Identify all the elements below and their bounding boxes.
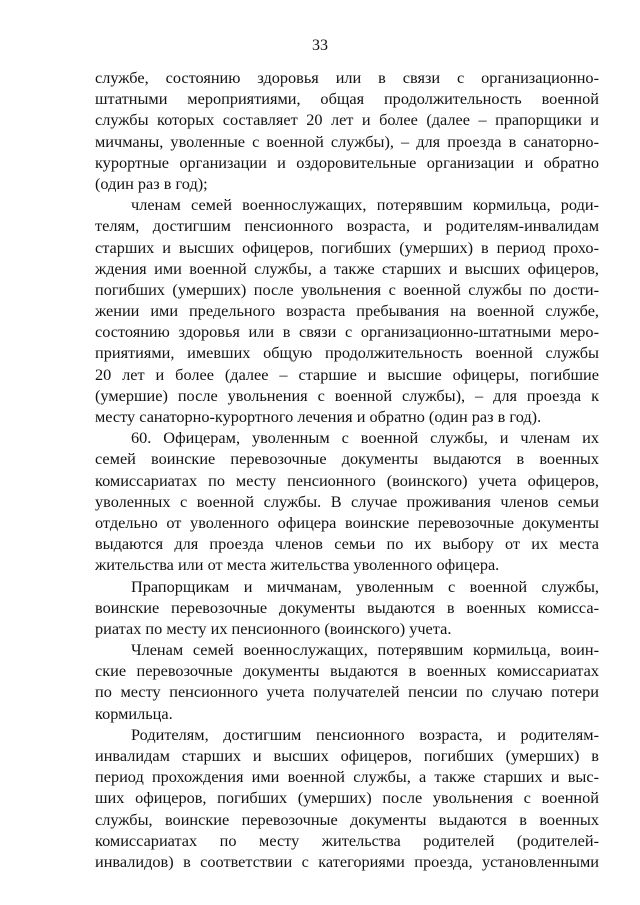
text-line: состоянию здоровья или в связи с организационно-штатными меро-	[95, 322, 599, 342]
paragraph	[95, 639, 599, 724]
paragraph	[95, 67, 599, 194]
document-body	[95, 67, 599, 872]
text-line: членам семей военнослужащих, потерявшим кормильца, роди-	[131, 195, 599, 215]
text-line: по месту пенсионного учета получателей пенсии по случаю потери	[95, 682, 599, 702]
text-line: комиссариатах по месту жительства родителей (родителей-	[95, 830, 599, 850]
text-line: период прохождения ими военной службы, а также старших и выс-	[95, 767, 599, 787]
text-line: ших офицеров, погибших (умерших) после увольнения с военной	[95, 788, 599, 808]
paragraph	[95, 724, 599, 872]
text-line: инвалидов) в соответствии с категориями проезда, установленными	[95, 851, 599, 871]
text-line: кормильца.	[95, 703, 173, 723]
text-line: мичманы, уволенные с военной службы), – для проезда в санаторно-	[95, 131, 599, 151]
text-line: 60. Офицерам, уволенным с военной службы, и членам их	[131, 428, 599, 448]
text-line: службы которых составляет 20 лет и более (далее – прапорщики и	[95, 110, 599, 130]
text-line: старших и высших офицеров, погибших (умерших) в период прохо-	[95, 237, 599, 257]
text-line: ждения ими военной службы, а также старших и высших офицеров,	[95, 258, 599, 278]
text-line: (один раз в год);	[95, 173, 208, 193]
text-line: курортные организации и оздоровительные организации и обратно	[95, 152, 599, 172]
paragraph	[95, 194, 599, 427]
text-line: Прапорщикам и мичманам, уволенным с военной службы,	[131, 576, 599, 596]
text-line: службы, воинские перевозочные документы выдаются в военных	[95, 809, 599, 829]
text-line: месту санаторно-курортного лечения и обратно (один раз в год).	[95, 407, 542, 426]
text-line: комиссариатах по месту пенсионного (воинского) учета офицеров,	[95, 470, 599, 490]
text-line: жении ими предельного возраста пребывания на военной службе,	[95, 301, 599, 321]
text-line: инвалидам старших и высших офицеров, погибших (умерших) в	[95, 746, 599, 765]
text-line: Членам семей военнослужащих, потерявшим кормильца, воин-	[131, 640, 599, 660]
text-line: приятиями, имевших общую продолжительность военной службы	[95, 343, 599, 363]
text-line: ские перевозочные документы выдаются в военных комиссариатах	[95, 661, 599, 681]
text-line: семей воинские перевозочные документы выдаются в военных	[95, 449, 599, 469]
text-line: телям, достигшим пенсионного возраста, и родителям-инвалидам	[95, 216, 599, 236]
text-line: уволенных с военной службы. В случае проживания членов семьи	[95, 491, 599, 511]
text-line: погибших (умерших) после увольнения с военной службы по дости-	[95, 279, 599, 299]
paragraph	[95, 576, 599, 640]
page-number: 33	[312, 37, 328, 54]
text-line: Родителям, достигшим пенсионного возраста, и родителям-	[131, 724, 599, 744]
text-line: риатах по месту их пенсионного (воинского) учета.	[95, 618, 452, 638]
text-line: штатными мероприятиями, общая продолжительность военной	[95, 89, 599, 109]
text-line: выдаются для проезда членов семьи по их выбору от их места	[95, 534, 599, 554]
text-line: жительства или от места жительства уволенного офицера.	[95, 555, 500, 575]
text-line: (умершие) после увольнения с военной службы), – для проезда к	[95, 385, 599, 405]
text-line: воинские перевозочные документы выдаются в военных комисса-	[95, 597, 599, 617]
paragraph	[95, 427, 599, 575]
text-line: службе, состоянию здоровья или в связи с организационно-	[95, 68, 599, 87]
text-line: 20 лет и более (далее – старшие и высшие офицеры, погибшие	[95, 364, 599, 384]
text-line: отдельно от уволенного офицера воинские перевозочные документы	[95, 512, 599, 532]
